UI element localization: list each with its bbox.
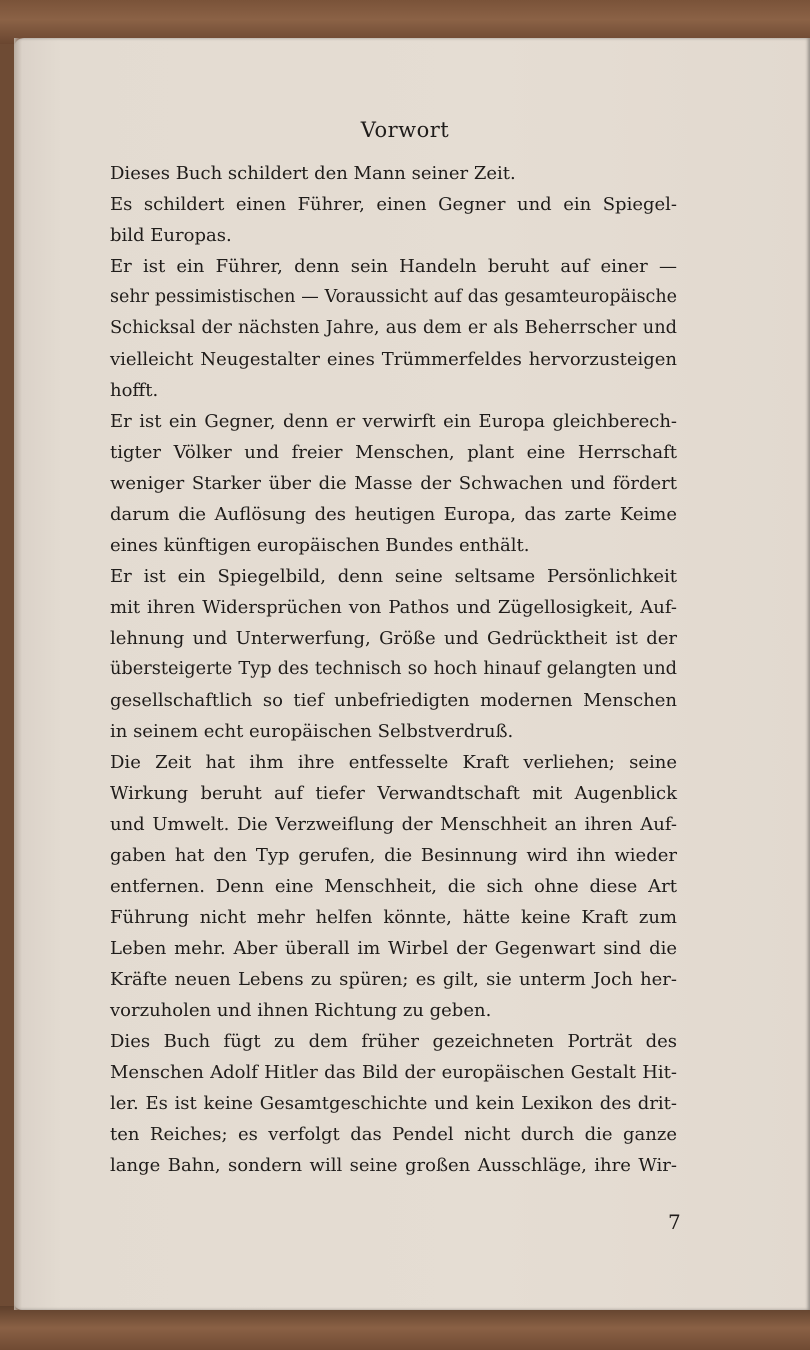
text-line: Es schildert einen Führer, einen Gegner und ein Spiegel- [110,194,677,215]
text-line: Die Zeit hat ihm ihre entfesselte Kraft verliehen; seine [110,752,677,773]
text-line: weniger Starker über die Masse der Schwachen und fördert [110,473,677,494]
text-line: Führung nicht mehr helfen könnte, hätte keine Kraft zum [110,907,677,928]
text-line: mit ihren Widersprüchen von Pathos und Zügellosigkeit, Auf- [110,597,677,618]
paragraph [89,189,677,251]
page-number: 7 [668,1210,681,1234]
text-line: Er ist ein Spiegelbild, denn seine seltsame Persönlichkeit [110,566,677,587]
text-line: in seinem echt europäischen Selbstverdruß. [110,721,514,742]
text-line: hofft. [110,380,159,401]
text-line: Dieses Buch schildert den Mann seiner Zeit. [110,163,516,184]
paragraph [89,561,677,747]
text-line: und Umwelt. Die Verzweiflung der Menschheit an ihren Auf- [110,814,677,835]
paragraph [89,158,677,189]
text-line: lange Bahn, sondern will seine großen Ausschläge, ihre Wir- [110,1155,677,1176]
text-line: entfernen. Denn eine Menschheit, die sich ohne diese Art [110,876,677,897]
text-line: gaben hat den Typ gerufen, die Besinnung wird ihn wieder [110,845,677,866]
text-line: übersteigerte Typ des technisch so hoch hinauf gelangten und [110,659,677,679]
text-line: Schicksal der nächsten Jahre, aus dem er als Beherrscher und [110,318,677,338]
paragraph [89,1026,677,1181]
text-line: eines künftigen europäischen Bundes enthält. [110,535,530,556]
text-line: vielleicht Neugestalter eines Trümmerfeldes hervorzusteigen [110,349,677,370]
paragraph [89,251,677,406]
text-line: ten Reiches; es verfolgt das Pendel nicht durch die ganze [110,1124,677,1145]
text-line: sehr pessimistischen — Voraussicht auf das gesamteuropäische [110,287,677,307]
text-line: Er ist ein Gegner, denn er verwirft ein Europa gleichberech- [110,411,677,432]
text-line: ler. Es ist keine Gesamtgeschichte und kein Lexikon des drit- [110,1093,677,1114]
chapter-title: Vorwort [360,118,450,142]
text-line: Er ist ein Führer, denn sein Handeln beruht auf einer — [110,256,677,277]
text-line: vorzuholen und ihnen Richtung zu geben. [110,1000,492,1021]
text-line: Kräfte neuen Lebens zu spüren; es gilt, sie unterm Joch her- [110,969,677,990]
paragraph [89,747,677,1026]
text-line: Leben mehr. Aber überall im Wirbel der Gegenwart sind die [110,938,677,959]
paragraph [89,406,677,561]
body-text [89,158,677,1181]
text-line: tigter Völker und freier Menschen, plant eine Herrschaft [110,442,677,463]
text-line: darum die Auflösung des heutigen Europa, das zarte Keime [110,504,677,525]
text-line: Dies Buch fügt zu dem früher gezeichneten Porträt des [110,1031,677,1052]
text-line: lehnung und Unterwerfung, Größe und Gedrücktheit ist der [110,628,677,649]
text-line: Wirkung beruht auf tiefer Verwandtschaft mit Augenblick [110,783,677,804]
text-line: bild Europas. [110,225,232,246]
page-edge [14,38,22,1310]
text-line: gesellschaftlich so tief unbefriedigten modernen Menschen [110,690,677,711]
text-line: Menschen Adolf Hitler das Bild der europäischen Gestalt Hit- [110,1062,677,1083]
table-surface-bottom [0,1306,810,1350]
